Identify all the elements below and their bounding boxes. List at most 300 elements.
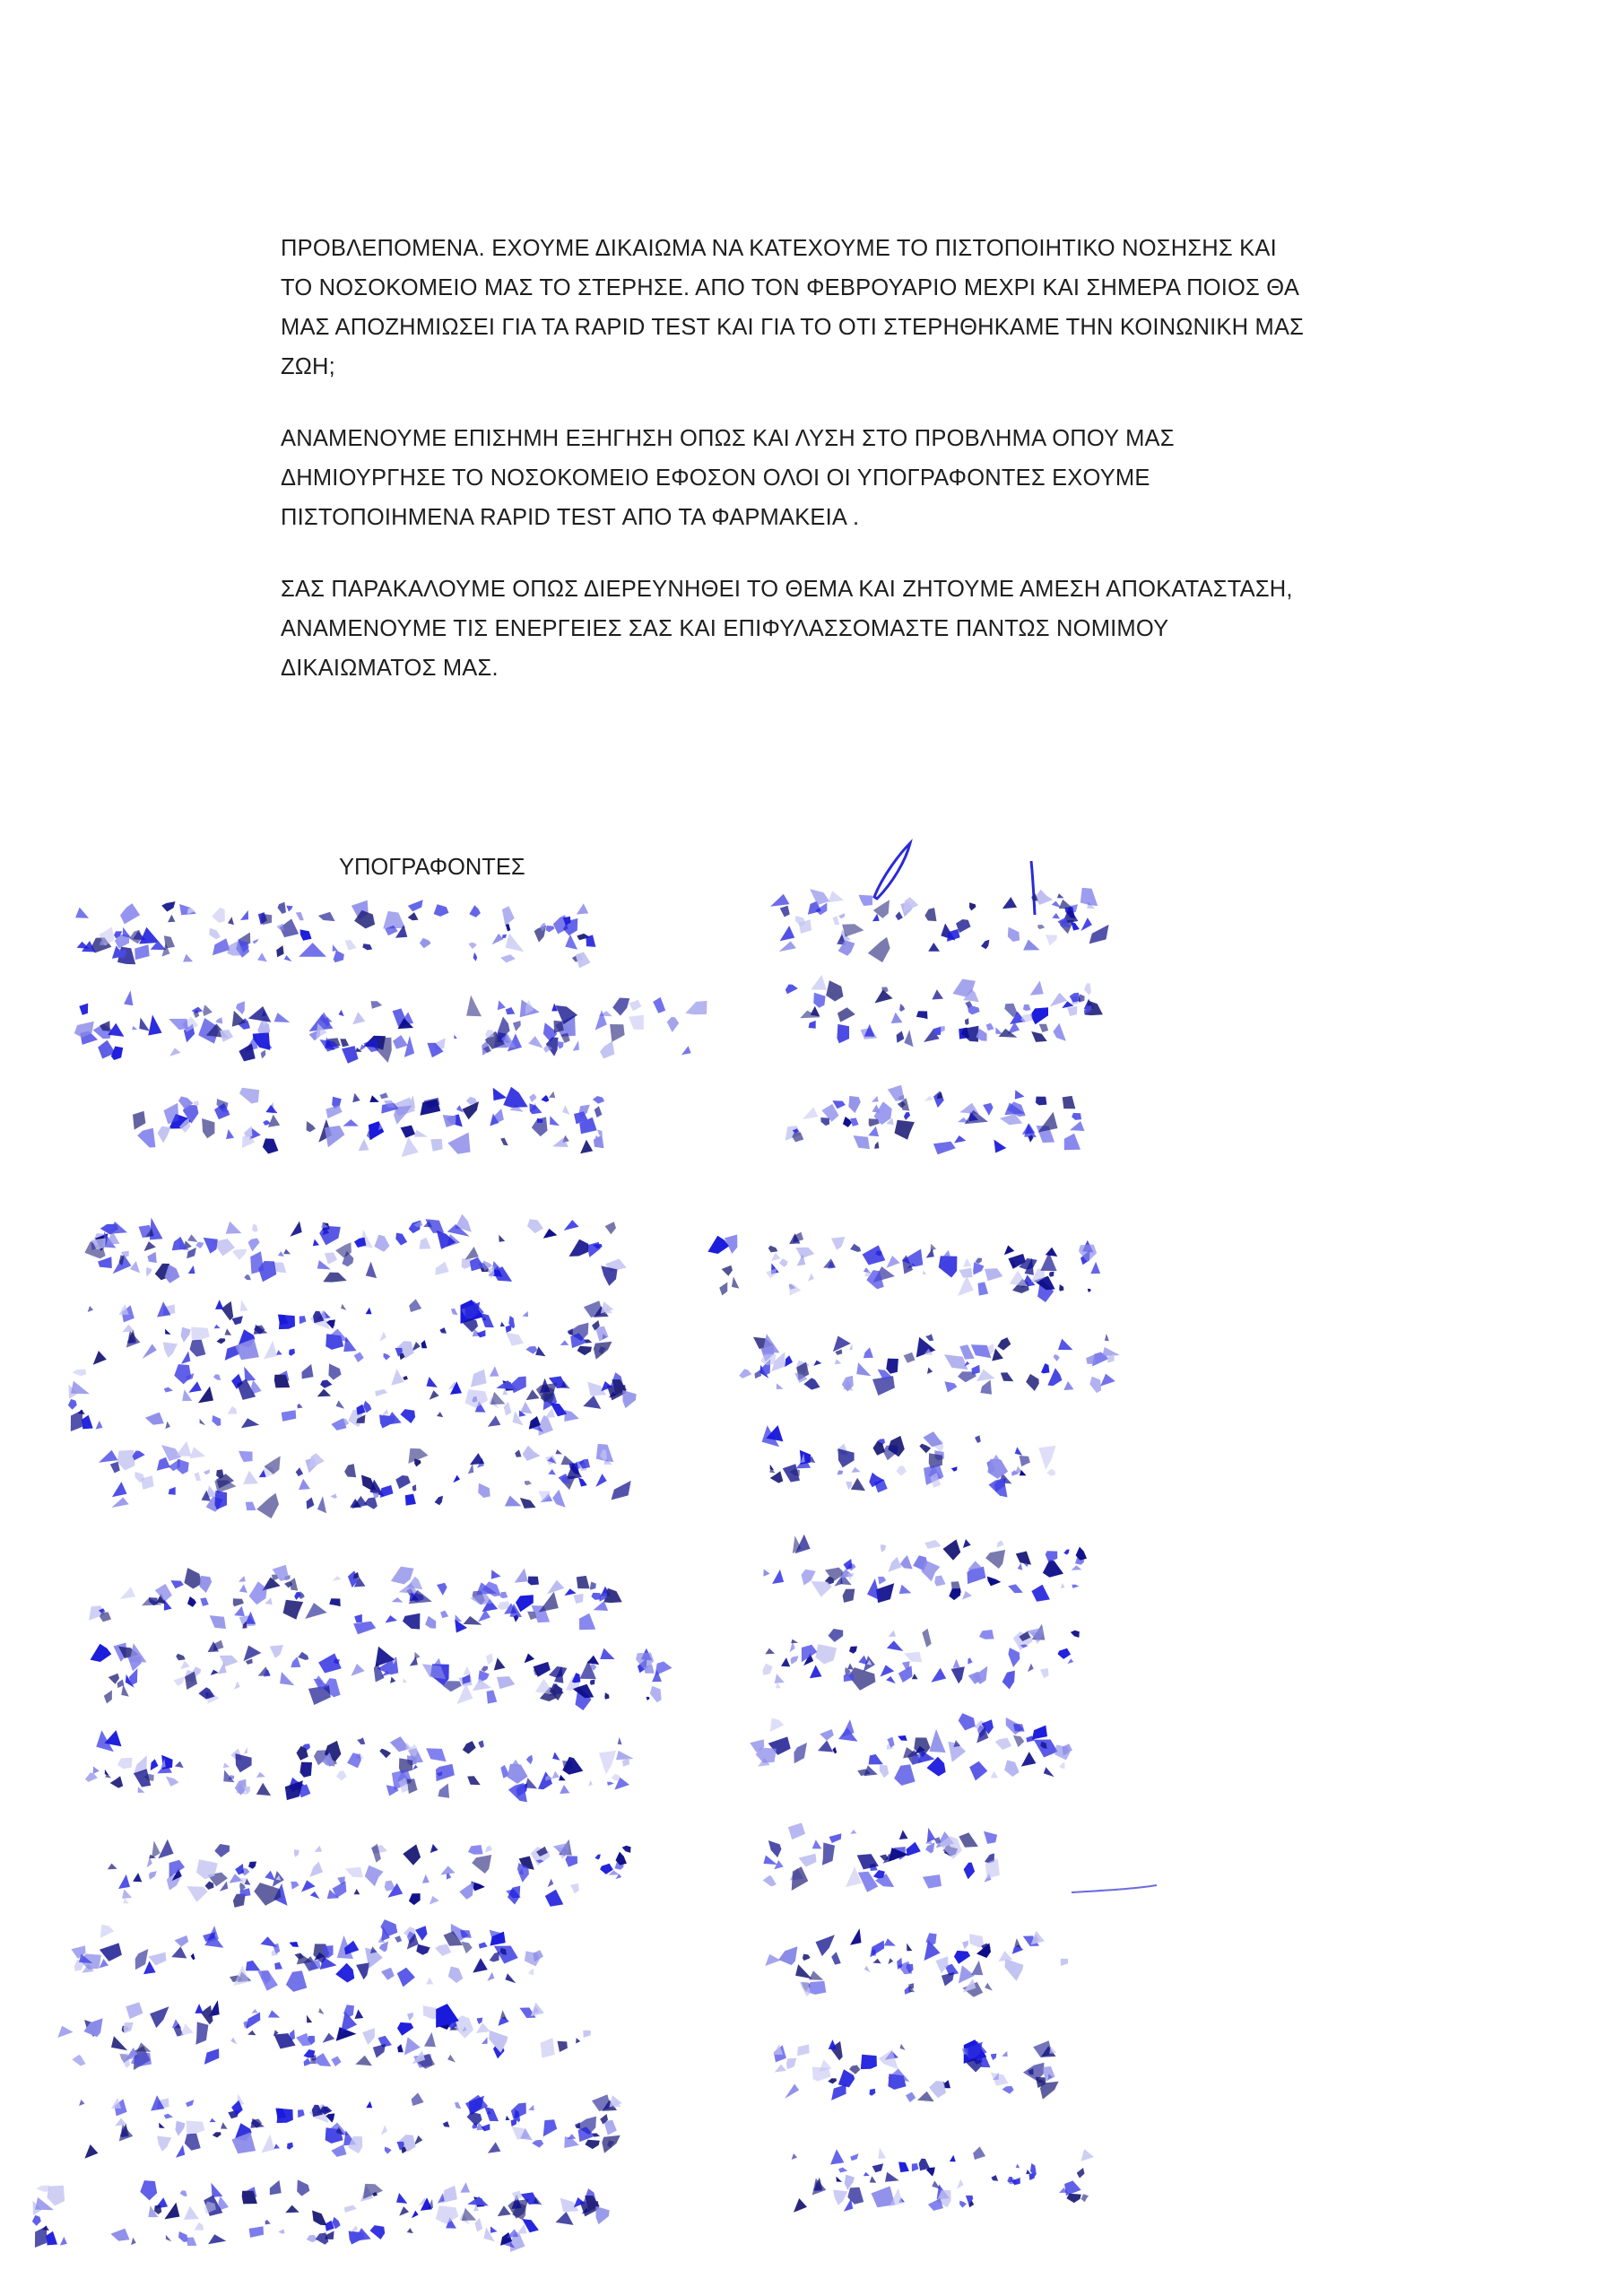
mosaic-fragment <box>1035 890 1053 905</box>
mosaic-fragment <box>298 1652 308 1660</box>
mosaic-fragment <box>85 1772 98 1782</box>
mosaic-fragment <box>776 1683 781 1688</box>
mosaic-fragment <box>771 1253 781 1262</box>
mosaic-fragment <box>426 1748 447 1761</box>
mosaic-fragment <box>176 1441 192 1457</box>
mosaic-fragment <box>1061 1583 1065 1588</box>
mosaic-fragment <box>1089 1377 1101 1393</box>
mosaic-fragment <box>1040 2082 1059 2100</box>
mosaic-fragment <box>1090 1262 1100 1274</box>
mosaic-fragment <box>600 1041 614 1059</box>
mosaic-fragment <box>556 2212 574 2225</box>
mosaic-fragment <box>863 1245 886 1265</box>
mosaic-fragment <box>1049 1272 1055 1277</box>
mosaic-fragment <box>233 1598 244 1606</box>
mosaic-fragment <box>147 1252 156 1263</box>
mosaic-fragment <box>586 935 596 947</box>
mosaic-fragment <box>781 1657 790 1666</box>
mosaic-fragment <box>846 1482 852 1490</box>
mosaic-fragment <box>403 1613 420 1630</box>
mosaic-fragment <box>443 2121 450 2127</box>
mosaic-fragment <box>847 1573 855 1580</box>
mosaic-fragment <box>539 1592 559 1613</box>
mosaic-fragment <box>430 1844 438 1853</box>
mosaic-fragment <box>1037 1112 1057 1133</box>
mosaic-fragment <box>811 975 827 990</box>
mosaic-fragment <box>91 1644 112 1662</box>
mosaic-fragment <box>404 1036 414 1057</box>
mosaic-fragment <box>235 1339 259 1361</box>
mosaic-fragment <box>973 1262 984 1274</box>
mosaic-fragment <box>371 1001 383 1009</box>
mosaic-fragment <box>79 1004 88 1015</box>
mosaic-fragment <box>298 1404 303 1408</box>
signature-mosaic <box>0 834 1623 2296</box>
mosaic-fragment <box>595 2206 609 2224</box>
mosaic-fragment <box>299 943 326 957</box>
mosaic-fragment <box>505 1496 522 1507</box>
mosaic-fragment <box>386 1615 398 1623</box>
mosaic-fragment <box>1026 2170 1030 2174</box>
mosaic-fragment <box>290 1222 301 1237</box>
mosaic-fragment <box>344 1464 356 1477</box>
mosaic-fragment <box>334 951 344 963</box>
mosaic-fragment <box>115 2118 126 2126</box>
mosaic-fragment <box>379 1092 388 1099</box>
mosaic-fragment <box>813 993 825 1008</box>
mosaic-fragment <box>186 2100 194 2107</box>
mosaic-fragment <box>829 2039 838 2049</box>
mosaic-fragment <box>1008 927 1020 942</box>
mosaic-fragment <box>520 1402 532 1414</box>
mosaic-fragment <box>150 2006 169 2028</box>
mosaic-fragment <box>904 1652 922 1663</box>
mosaic-fragment <box>525 1481 532 1485</box>
mosaic-fragment <box>508 1764 528 1784</box>
mosaic-fragment <box>312 2211 326 2226</box>
mosaic-fragment <box>460 1930 472 1938</box>
mosaic-fragment <box>962 1591 972 1600</box>
mosaic-fragment <box>149 1871 157 1880</box>
mosaic-fragment <box>247 2031 256 2036</box>
mosaic-fragment <box>403 1844 421 1865</box>
mosaic-fragment <box>595 1106 603 1118</box>
mosaic-fragment <box>595 1855 601 1860</box>
mosaic-fragment <box>243 2021 247 2028</box>
mosaic-fragment <box>232 1249 247 1260</box>
mosaic-fragment <box>927 1368 933 1374</box>
mosaic-fragment <box>408 912 419 920</box>
mosaic-fragment <box>980 1380 992 1395</box>
mosaic-fragment <box>331 2144 346 2157</box>
mosaic-fragment <box>919 1444 931 1454</box>
mosaic-fragment <box>1021 1752 1037 1767</box>
mosaic-fragment <box>310 1892 320 1899</box>
mosaic-fragment <box>552 1490 566 1508</box>
mosaic-fragment <box>145 1413 164 1425</box>
mosaic-fragment <box>82 1415 93 1430</box>
mosaic-fragment <box>100 1925 114 1938</box>
mosaic-fragment <box>770 894 789 907</box>
mosaic-fragment <box>881 1544 886 1552</box>
mosaic-fragment <box>477 2018 482 2024</box>
mosaic-fragment <box>363 2184 383 2199</box>
mosaic-fragment <box>354 1352 364 1363</box>
mosaic-fragment <box>68 1399 77 1410</box>
mosaic-fragment <box>607 1782 614 1786</box>
mosaic-fragment <box>1063 1550 1069 1555</box>
mosaic-fragment <box>261 914 272 925</box>
mosaic-fragment <box>1081 2194 1089 2202</box>
mosaic-fragment <box>447 2055 456 2063</box>
mosaic-fragment <box>820 1118 829 1126</box>
mosaic-fragment <box>487 1972 494 1981</box>
letter-body <box>281 229 1410 720</box>
mosaic-fragment <box>339 1010 344 1016</box>
mosaic-fragment <box>187 1596 196 1607</box>
mosaic-fragment <box>307 1121 316 1132</box>
mosaic-fragment <box>296 912 304 920</box>
mosaic-fragment <box>907 1842 921 1857</box>
mosaic-fragment <box>886 1359 898 1374</box>
mosaic-fragment <box>647 1697 650 1700</box>
mosaic-fragment <box>477 1330 486 1337</box>
mosaic-fragment <box>512 2191 523 2201</box>
mosaic-fragment <box>264 1341 277 1360</box>
mosaic-fragment <box>924 1540 942 1549</box>
mosaic-fragment <box>872 1096 879 1102</box>
mosaic-fragment <box>833 916 840 925</box>
mosaic-fragment <box>822 1842 835 1865</box>
mosaic-fragment <box>451 1309 458 1316</box>
mosaic-fragment <box>831 1952 841 1964</box>
mosaic-fragment <box>395 1475 411 1489</box>
mosaic-fragment <box>176 2145 185 2158</box>
mosaic-fragment <box>180 2023 193 2036</box>
mosaic-fragment <box>274 1962 282 1970</box>
mosaic-fragment <box>482 2124 490 2131</box>
mosaic-fragment <box>100 1613 111 1622</box>
mosaic-fragment <box>352 1012 365 1024</box>
mosaic-fragment <box>864 1966 871 1973</box>
mosaic-fragment <box>870 2089 876 2096</box>
mosaic-fragment <box>217 1338 226 1344</box>
mosaic-fragment <box>265 1871 275 1881</box>
mosaic-fragment <box>546 926 555 932</box>
mosaic-fragment <box>241 1418 259 1428</box>
mosaic-fragment <box>494 1657 506 1670</box>
mosaic-fragment <box>214 1325 221 1329</box>
mosaic-fragment <box>579 1613 595 1631</box>
mosaic-fragment <box>123 1898 128 1903</box>
mosaic-fragment <box>775 2065 786 2073</box>
mosaic-fragment <box>899 1004 905 1012</box>
mosaic-fragment <box>213 2132 221 2137</box>
mosaic-fragment <box>297 2179 309 2196</box>
mosaic-fragment <box>570 1883 579 1893</box>
mosaic-fragment <box>261 1050 266 1059</box>
mosaic-fragment <box>1081 2149 1095 2161</box>
mosaic-fragment <box>105 1770 109 1776</box>
mosaic-fragment <box>381 2126 387 2135</box>
mosaic-fragment <box>71 1410 82 1431</box>
mosaic-fragment <box>976 1258 982 1264</box>
mosaic-fragment <box>987 1577 1001 1587</box>
mosaic-fragment <box>991 2175 998 2181</box>
mosaic-fragment <box>1016 1552 1031 1565</box>
mosaic-fragment <box>73 1370 87 1377</box>
mosaic-fragment <box>99 1450 117 1463</box>
mosaic-fragment <box>133 1111 145 1130</box>
mosaic-fragment <box>929 1729 945 1752</box>
mosaic-fragment <box>225 1328 232 1335</box>
mosaic-fragment <box>611 1774 620 1781</box>
mosaic-fragment <box>60 2237 67 2246</box>
mosaic-fragment <box>1084 983 1091 996</box>
mosaic-fragment <box>239 1584 247 1593</box>
mosaic-fragment <box>763 1856 777 1866</box>
mosaic-fragment <box>409 1299 421 1312</box>
mosaic-fragment <box>148 1952 166 1966</box>
signers-heading: ΥΠΟΓΡΑΦΟΝΤΕΣ <box>339 855 525 880</box>
mosaic-fragment <box>552 1771 560 1779</box>
mosaic-fragment <box>210 2118 216 2123</box>
mosaic-fragment <box>366 1262 377 1279</box>
mosaic-fragment <box>765 1648 775 1655</box>
mosaic-fragment <box>944 1381 957 1392</box>
mosaic-fragment <box>831 2084 846 2100</box>
mosaic-fragment <box>831 1237 845 1250</box>
mosaic-fragment <box>991 1771 998 1779</box>
mosaic-fragment <box>244 1274 251 1280</box>
mosaic-fragment <box>837 1024 849 1043</box>
mosaic-fragment <box>594 1135 604 1149</box>
mosaic-fragment <box>93 1351 107 1365</box>
mosaic-fragment <box>421 1340 428 1348</box>
mosaic-fragment <box>1068 1658 1074 1664</box>
mosaic-fragment <box>268 1115 280 1127</box>
mosaic-fragment <box>906 2092 916 2103</box>
mosaic-fragment <box>1030 981 1044 996</box>
mosaic-fragment <box>166 2235 172 2242</box>
mosaic-fragment <box>529 1093 537 1102</box>
mosaic-fragment <box>176 1654 186 1661</box>
mosaic-fragment <box>886 1256 899 1268</box>
mosaic-fragment <box>165 1329 171 1335</box>
mosaic-fragment <box>1023 1004 1031 1011</box>
mosaic-fragment <box>159 2123 165 2128</box>
mosaic-fragment <box>485 1845 492 1853</box>
mosaic-fragment <box>120 903 140 924</box>
mosaic-fragment <box>933 1142 956 1155</box>
mosaic-fragment <box>472 1855 491 1874</box>
mosaic-fragment <box>301 1880 316 1892</box>
mosaic-fragment <box>1002 2051 1007 2057</box>
mosaic-fragment <box>137 1128 155 1148</box>
mosaic-fragment <box>878 1577 886 1585</box>
mosaic-fragment <box>188 1381 201 1393</box>
mosaic-fragment <box>187 1886 207 1902</box>
mosaic-fragment <box>287 2143 293 2150</box>
mosaic-fragment <box>1064 1134 1081 1151</box>
mosaic-fragment <box>235 1864 244 1874</box>
mosaic-fragment <box>500 1592 508 1598</box>
mosaic-fragment <box>307 1498 315 1509</box>
mosaic-fragment <box>932 989 943 999</box>
mosaic-fragment <box>420 1238 431 1249</box>
mosaic-fragment <box>200 1419 206 1426</box>
mosaic-fragment <box>523 1311 528 1317</box>
mosaic-fragment <box>984 1831 997 1844</box>
mosaic-fragment <box>126 2002 143 2019</box>
mosaic-fragment <box>453 1475 460 1483</box>
mosaic-fragment <box>732 1276 740 1288</box>
mosaic-fragment <box>812 1839 822 1848</box>
mosaic-fragment <box>800 1982 811 1996</box>
mosaic-fragment <box>532 2140 543 2148</box>
mosaic-fragment <box>829 1833 842 1843</box>
mosaic-fragment <box>864 1347 873 1358</box>
mosaic-fragment <box>213 1374 221 1380</box>
mosaic-fragment <box>362 944 372 950</box>
mosaic-fragment <box>1032 1726 1047 1740</box>
mosaic-fragment <box>722 1265 733 1276</box>
mosaic-fragment <box>283 1600 304 1620</box>
paragraph-1: ΠΡΟΒΛΕΠΟΜΕΝΑ. ΕΧΟΥΜΕ ΔΙΚΑΙΩΜΑ ΝΑ ΚΑΤΕΧΟΥΜΕ ΤΟ ΠΙΣΤΟΠΟΙΗΤΙΚΟ ΝΟΣΗΣΗΣ ΚΑΙ ΤΟ ΝΟΣΟΚΟΜΕΙΟ ΜΑΣ ΤΟ ΣΤΕΡΗΣΕ. ΑΠΟ ΤΟΝ ΦΕΒΡΟΥΑΡΙΟ ΜΕΧΡΙ ΚΑΙ ΣΗΜΕΡΑ ΠΟΙΟΣ ΘΑ ΜΑΣ ΑΠΟΖΗΜΙΩΣΕΙ ΓΙΑ ΤΑ RAPID TEST ΚΑΙ ΓΙΑ ΤΟ ΟΤΙ ΣΤΕΡΗΘΗΚΑΜΕ ΤΗΝ ΚΟΙΝΩΝΙΚΗ ΜΑΣ ΖΩΗ; <box>281 236 1305 379</box>
mosaic-fragment <box>96 1421 103 1430</box>
mosaic-fragment <box>135 1949 149 1970</box>
mosaic-fragment <box>239 1451 253 1462</box>
mosaic-fragment <box>1046 1248 1058 1257</box>
mosaic-fragment <box>486 1653 493 1665</box>
mosaic-fragment <box>443 1115 456 1127</box>
mosaic-fragment <box>794 2198 807 2213</box>
mosaic-fragment <box>401 1126 415 1138</box>
mosaic-fragment <box>195 2004 203 2013</box>
mosaic-fragment <box>357 1737 365 1744</box>
mosaic-fragment <box>318 912 335 921</box>
mosaic-fragment <box>525 1654 535 1664</box>
mosaic-fragment <box>256 1493 279 1518</box>
mosaic-fragment <box>844 1559 853 1570</box>
mosaic-fragment <box>565 1588 577 1596</box>
mosaic-fragment <box>508 1886 520 1905</box>
mosaic-fragment <box>1001 1372 1014 1381</box>
mosaic-fragment <box>616 1751 634 1760</box>
mosaic-fragment <box>1041 1363 1049 1373</box>
mosaic-fragment <box>335 1963 354 1983</box>
paragraph-2: ΑΝΑΜΕΝΟΥΜΕ ΕΠΙΣΗΜΗ ΕΞΗΓΗΣΗ ΟΠΩΣ ΚΑΙ ΛΥΣΗ ΣΤΟ ΠΡΟΒΛΗΜΑ ΟΠΟΥ ΜΑΣ ΔΗΜΙΟΥΡΓΗΣΕ ΤΟ ΝΟΣΟΚΟΜΕΙΟ ΕΦΟΣΟΝ ΟΛΟΙ ΟΙ ΥΠΟΓΡΑΦΟΝΤΕΣ ΕΧΟΥΜΕ ΠΙΣΤΟΠΟΙΗΜΕΝΑ RAPID TEST ΑΠΟ ΤΑ ΦΑΡΜΑΚΕΙΑ . <box>281 426 1175 530</box>
mosaic-fragment <box>957 2179 963 2189</box>
mosaic-fragment <box>768 1840 782 1857</box>
mosaic-fragment <box>318 2008 324 2014</box>
mosaic-fragment <box>139 927 160 944</box>
mosaic-fragment <box>157 2136 171 2152</box>
mosaic-fragment <box>111 1497 128 1508</box>
mosaic-fragment <box>239 1576 246 1582</box>
mosaic-fragment <box>183 954 193 962</box>
mosaic-fragment <box>528 1036 542 1048</box>
mosaic-fragment <box>907 1944 912 1952</box>
mosaic-fragment <box>924 908 936 921</box>
mosaic-fragment <box>200 1597 208 1606</box>
mosaic-fragment <box>467 1776 481 1785</box>
mosaic-fragment <box>812 1581 832 1597</box>
mosaic-fragment <box>881 1665 895 1676</box>
mosaic-fragment <box>448 1967 464 1984</box>
mosaic-fragment <box>885 2172 899 2182</box>
mosaic-fragment <box>344 2205 357 2213</box>
mosaic-fragment <box>352 1093 360 1103</box>
mosaic-fragment <box>513 1021 521 1031</box>
mosaic-fragment <box>879 2148 887 2160</box>
mosaic-fragment <box>880 1765 889 1778</box>
mosaic-fragment <box>511 2103 526 2120</box>
mosaic-fragment <box>395 1935 402 1943</box>
mosaic-fragment <box>180 1661 190 1670</box>
mosaic-fragment <box>854 1135 870 1149</box>
mosaic-fragment <box>828 891 844 902</box>
mosaic-fragment <box>228 917 234 925</box>
mosaic-fragment <box>316 2232 329 2244</box>
mosaic-fragment <box>1014 1938 1021 1948</box>
mosaic-fragment <box>962 1941 968 1950</box>
mosaic-fragment <box>430 1390 439 1400</box>
mosaic-fragment <box>221 1301 233 1321</box>
mosaic-fragment <box>467 2196 489 2205</box>
mosaic-fragment <box>111 2036 127 2050</box>
mosaic-fragment <box>325 1105 342 1118</box>
mosaic-fragment <box>391 1369 404 1386</box>
mosaic-fragment <box>435 1944 451 1956</box>
mosaic-fragment <box>290 1942 299 1947</box>
mosaic-fragment <box>161 901 175 911</box>
mosaic-fragment <box>525 1346 537 1354</box>
mosaic-fragment <box>1105 1334 1109 1341</box>
mosaic-fragment <box>309 1453 325 1468</box>
mosaic-fragment <box>985 1550 1005 1569</box>
mosaic-fragment <box>187 2238 197 2247</box>
mosaic-fragment <box>810 889 829 905</box>
mosaic-fragment <box>215 1017 222 1023</box>
mosaic-fragment <box>436 1764 455 1781</box>
mosaic-fragment <box>870 2176 877 2183</box>
mosaic-fragment <box>973 2146 985 2160</box>
mosaic-fragment <box>1088 1289 1091 1292</box>
mosaic-fragment <box>236 1001 245 1014</box>
mosaic-fragment <box>555 1449 562 1454</box>
mosaic-fragment <box>112 1482 127 1497</box>
mosaic-fragment <box>455 2102 462 2109</box>
mosaic-fragment <box>573 1040 579 1051</box>
mosaic-fragment <box>1018 1563 1023 1570</box>
mosaic-fragment <box>1008 1648 1020 1667</box>
mosaic-fragment <box>820 1729 834 1741</box>
mosaic-fragment <box>515 1569 528 1583</box>
mosaic-fragment <box>792 1133 803 1143</box>
mosaic-fragment <box>879 2050 898 2070</box>
mosaic-fragment <box>864 2172 870 2177</box>
mosaic-fragment <box>719 1283 727 1296</box>
mosaic-fragment <box>392 1597 404 1603</box>
mosaic-fragment <box>912 2163 919 2171</box>
mosaic-fragment <box>424 2032 436 2047</box>
mosaic-fragment <box>407 2228 413 2233</box>
mosaic-fragment <box>244 1747 247 1753</box>
mosaic-fragment <box>792 2153 797 2160</box>
mosaic-fragment <box>506 1333 524 1346</box>
mosaic-fragment <box>994 1140 1007 1153</box>
